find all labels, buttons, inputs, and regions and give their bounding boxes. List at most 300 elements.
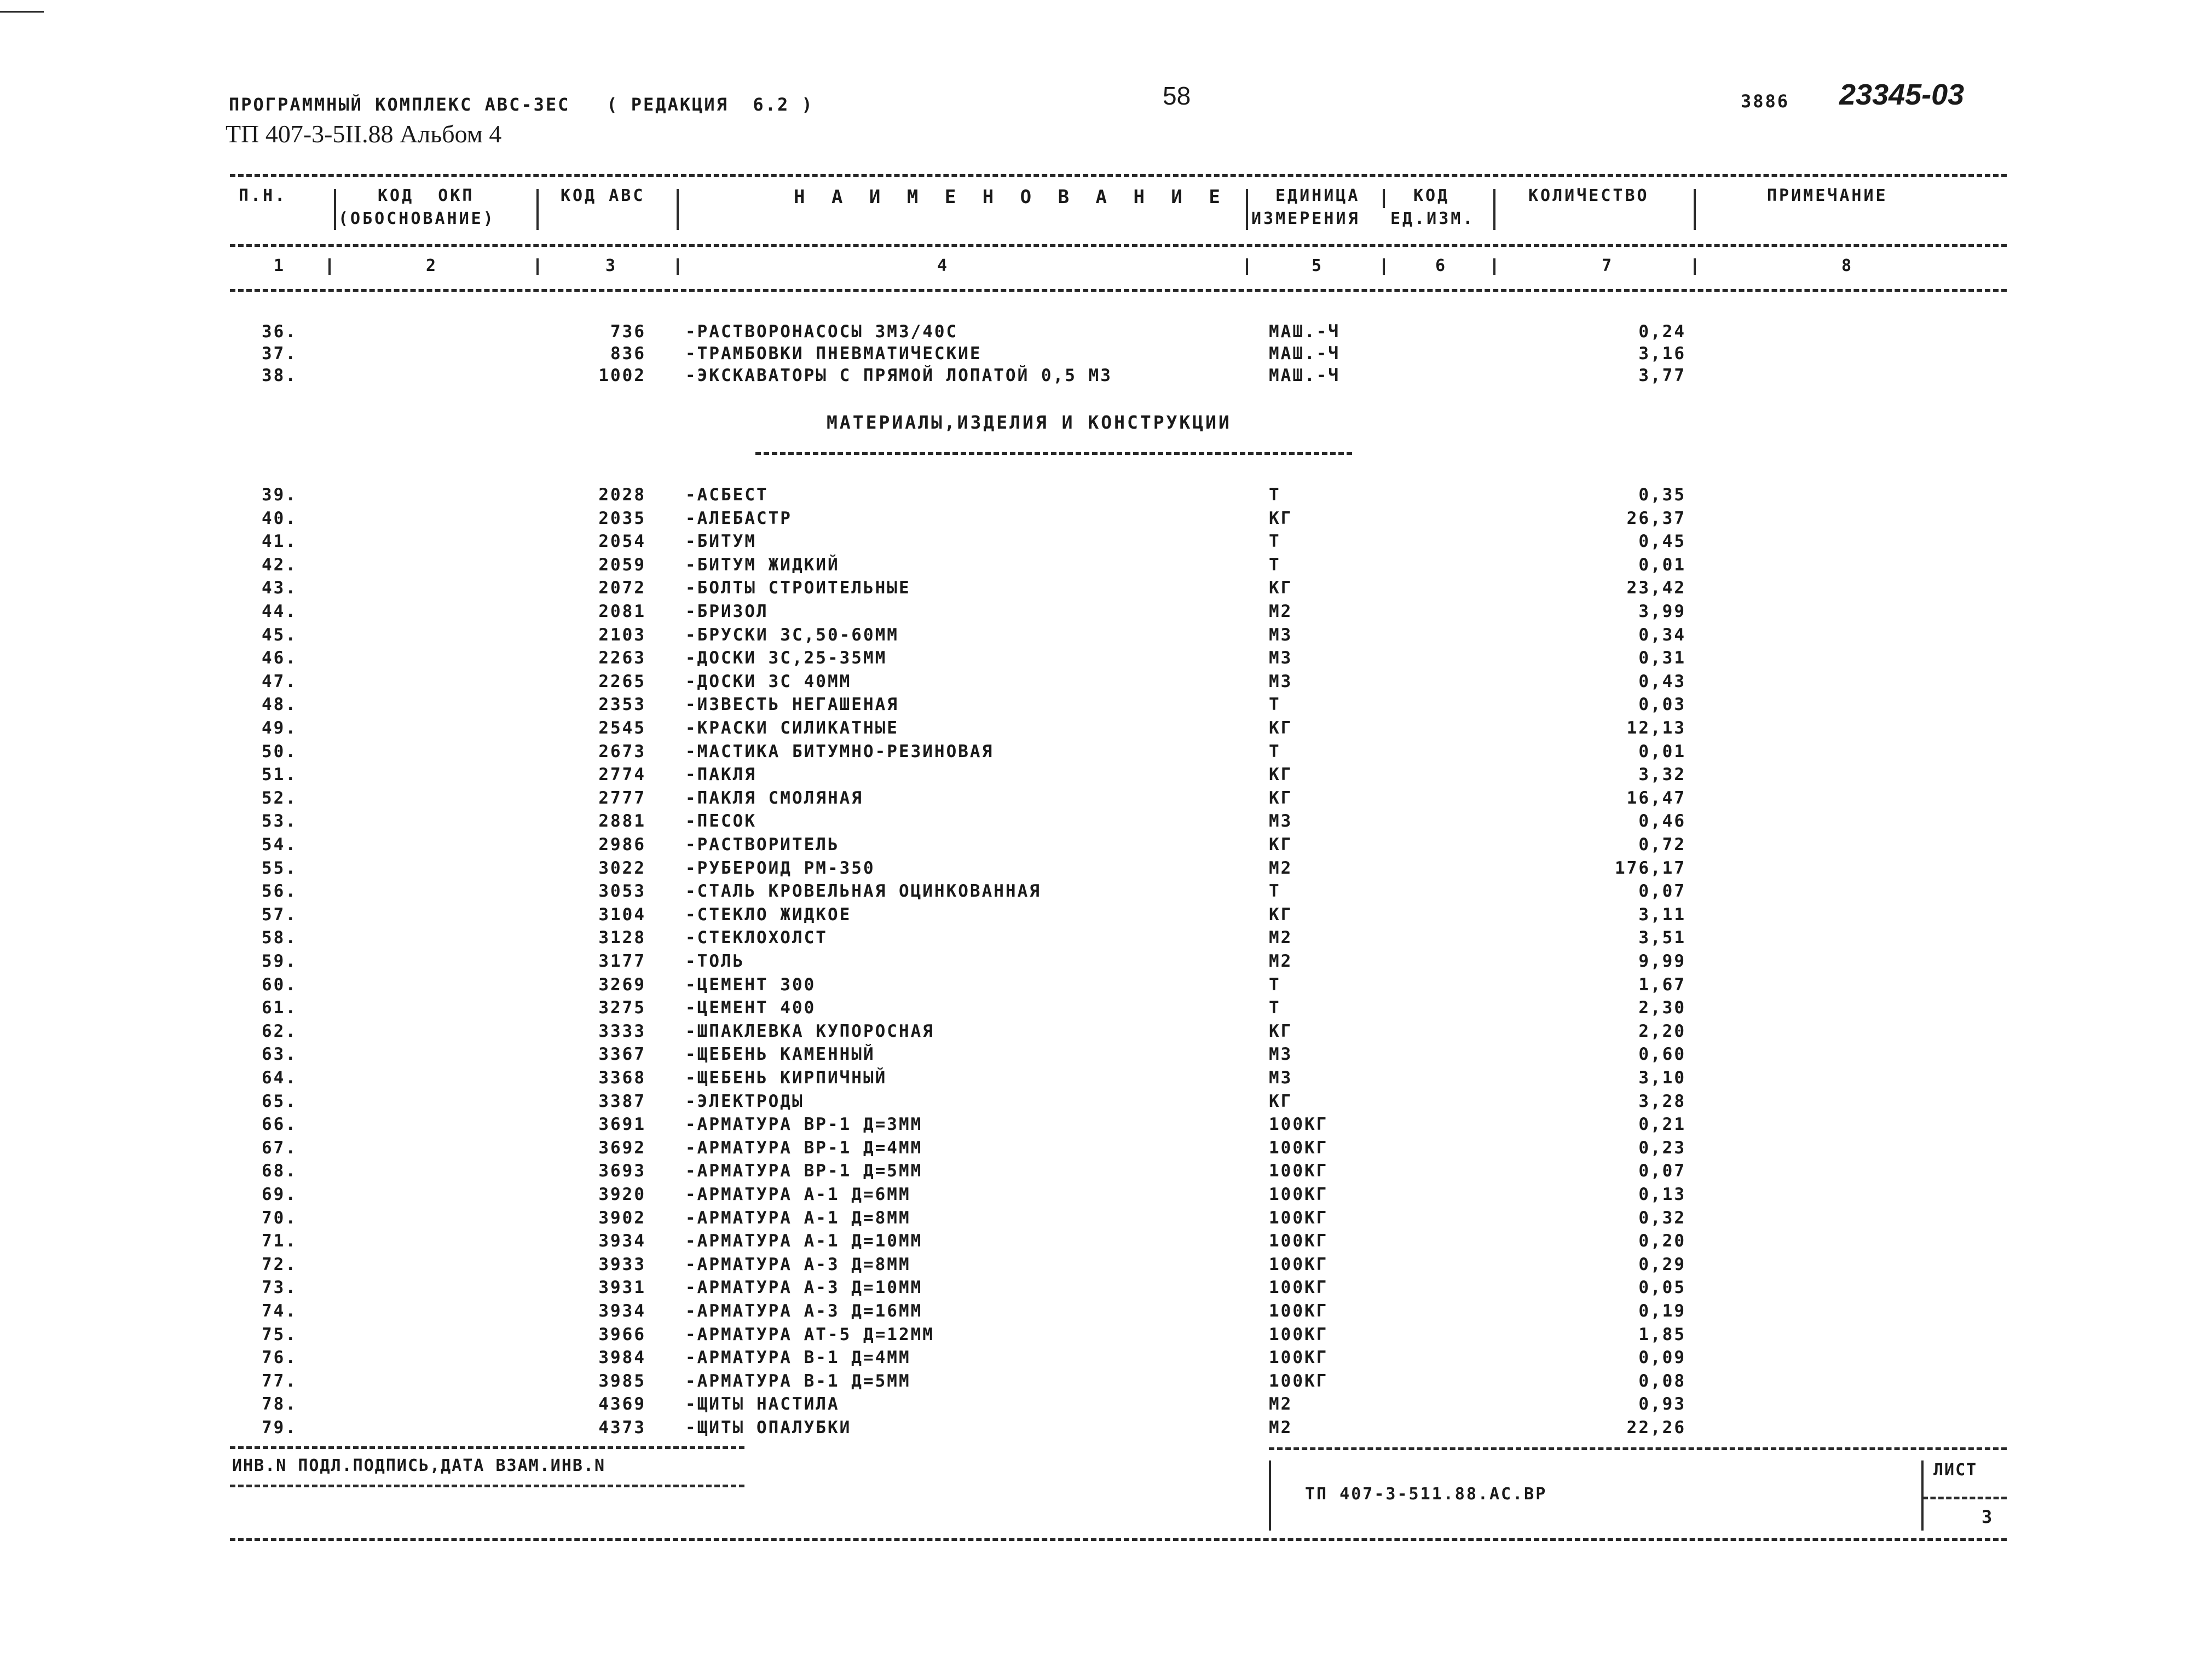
- col-number: 8: [1841, 256, 1854, 275]
- row-abc-code: 3022: [598, 858, 646, 878]
- row-name: -БОЛТЫ СТРОИТЕЛЬНЫЕ: [685, 578, 911, 598]
- row-quantity: 3,51: [1638, 928, 1686, 948]
- row-quantity: 23,42: [1626, 578, 1686, 598]
- table-row: [0, 1301, 2206, 1325]
- row-unit: 100КГ: [1269, 1138, 1329, 1158]
- row-unit: М3: [1269, 1044, 1293, 1065]
- table-row: [0, 1255, 2206, 1278]
- row-quantity: 3,28: [1638, 1091, 1686, 1111]
- col-header-notes: ПРИМЕЧАНИЕ: [1767, 186, 1888, 205]
- row-quantity: 9,99: [1638, 951, 1686, 971]
- header-separator: [1694, 189, 1696, 230]
- designation-box-left: [1269, 1460, 1271, 1531]
- table-row: [0, 625, 2206, 649]
- row-unit: КГ: [1269, 718, 1293, 738]
- table-top-rule: [230, 174, 2007, 177]
- col-header-unit-2: ИЗМЕРЕНИЯ: [1251, 209, 1360, 228]
- row-name: -АРМАТУРА А-1 Д=8ММ: [685, 1208, 911, 1228]
- row-number: 77.: [262, 1371, 297, 1391]
- row-number: 60.: [262, 974, 297, 995]
- row-number: 74.: [262, 1301, 297, 1321]
- row-name: -АЛЕБАСТР: [685, 508, 792, 528]
- row-quantity: 0,24: [1638, 322, 1686, 342]
- footer-rule-left: [230, 1446, 744, 1449]
- row-name: -ПЕСОК: [685, 811, 756, 832]
- table-row: [0, 672, 2206, 695]
- sheet-box-mid: [1922, 1497, 2007, 1499]
- row-name: -ЩЕБЕНЬ КИРПИЧНЫЙ: [685, 1068, 887, 1088]
- row-unit: 100КГ: [1269, 1324, 1329, 1344]
- row-unit: 100КГ: [1269, 1348, 1329, 1368]
- row-unit: 100КГ: [1269, 1208, 1329, 1228]
- row-unit: КГ: [1269, 1091, 1293, 1111]
- footer-rule-right: [1269, 1447, 2007, 1450]
- row-abc-code: 3902: [598, 1208, 646, 1228]
- row-abc-code: 3966: [598, 1324, 646, 1344]
- number-separator: [1383, 258, 1385, 275]
- section-underline: [755, 452, 1352, 455]
- row-quantity: 0,34: [1638, 625, 1686, 645]
- table-row: [0, 1138, 2206, 1162]
- row-unit: 100КГ: [1269, 1115, 1329, 1135]
- doc-code: 3886: [1741, 91, 1790, 112]
- row-number: 63.: [262, 1044, 297, 1065]
- row-abc-code: 3333: [598, 1021, 646, 1041]
- row-unit: КГ: [1269, 835, 1293, 855]
- row-quantity: 0,23: [1638, 1138, 1686, 1158]
- table-row: [0, 532, 2206, 555]
- col-number: 5: [1312, 256, 1324, 275]
- row-unit: Т: [1269, 532, 1281, 552]
- row-name: -АРМАТУРА А-3 Д=10ММ: [685, 1278, 923, 1298]
- row-abc-code: 2035: [598, 508, 646, 528]
- table-row: [0, 366, 2206, 389]
- row-name: -ЩИТЫ ОПАЛУБКИ: [685, 1418, 852, 1437]
- table-row: [0, 1231, 2206, 1255]
- row-abc-code: 3934: [598, 1301, 646, 1321]
- row-quantity: 0,08: [1638, 1371, 1686, 1391]
- number-separator: [328, 258, 331, 275]
- row-name: -КРАСКИ СИЛИКАТНЫЕ: [685, 718, 899, 738]
- row-name: -ДОСКИ 3С 40ММ: [685, 671, 852, 691]
- row-quantity: 16,47: [1626, 788, 1686, 808]
- row-name: -АРМАТУРА ВР-1 Д=5ММ: [685, 1161, 923, 1181]
- row-name: -АРМАТУРА ВР-1 Д=3ММ: [685, 1115, 923, 1135]
- row-quantity: 3,16: [1638, 344, 1686, 363]
- doc-designation: ТП 407-3-511.88.АС.ВР: [1305, 1485, 1547, 1504]
- table-row: [0, 765, 2206, 788]
- row-quantity: 176,17: [1615, 858, 1686, 878]
- row-number: 50.: [262, 741, 297, 761]
- row-abc-code: 3920: [598, 1185, 646, 1204]
- row-name: -БРИЗОЛ: [685, 602, 769, 621]
- col-number: 6: [1435, 256, 1448, 275]
- header-separator: [1493, 189, 1495, 230]
- row-name: -СТАЛЬ КРОВЕЛЬНАЯ ОЦИНКОВАННАЯ: [685, 881, 1041, 902]
- row-number: 64.: [262, 1068, 297, 1088]
- row-quantity: 3,77: [1638, 366, 1686, 385]
- header-separator: [1246, 189, 1248, 230]
- row-unit: Т: [1269, 998, 1281, 1018]
- row-abc-code: 3691: [598, 1115, 646, 1135]
- col-header-pn: П.Н.: [239, 186, 287, 205]
- section-title: МАТЕРИАЛЫ,ИЗДЕЛИЯ И КОНСТРУКЦИИ: [827, 412, 1232, 433]
- col-number: 1: [274, 256, 286, 275]
- table-row: [0, 835, 2206, 858]
- sheet-label: ЛИСТ: [1933, 1460, 1978, 1480]
- row-unit: 100КГ: [1269, 1278, 1329, 1298]
- row-abc-code: 3275: [598, 998, 646, 1018]
- row-name: -ПАКЛЯ: [685, 765, 756, 785]
- table-row: [0, 555, 2206, 579]
- row-number: 59.: [262, 951, 297, 971]
- col-number: 7: [1602, 256, 1614, 275]
- row-quantity: 0,72: [1638, 835, 1686, 855]
- table-row: [0, 742, 2206, 765]
- row-number: 70.: [262, 1208, 297, 1228]
- row-name: -ЭЛЕКТРОДЫ: [685, 1091, 804, 1111]
- row-number: 53.: [262, 811, 297, 832]
- row-quantity: 0,20: [1638, 1231, 1686, 1251]
- row-name: -ЦЕМЕНТ 300: [685, 974, 816, 995]
- row-name: -ТОЛЬ: [685, 951, 745, 971]
- table-row: [0, 975, 2206, 998]
- number-separator: [1246, 258, 1248, 275]
- row-unit: М3: [1269, 625, 1293, 645]
- row-name: -ЭКСКАВАТОРЫ С ПРЯМОЙ ЛОПАТОЙ 0,5 М3: [685, 366, 1112, 385]
- table-row: [0, 858, 2206, 882]
- row-unit: М2: [1269, 858, 1293, 878]
- row-quantity: 3,32: [1638, 765, 1686, 785]
- row-abc-code: 3933: [598, 1254, 646, 1274]
- row-name: -РАСТВОРИТЕЛЬ: [685, 835, 840, 855]
- col-header-okp-basis: (ОБОСНОВАНИЕ): [338, 209, 495, 228]
- table-row: [0, 1348, 2206, 1371]
- row-number: 65.: [262, 1091, 297, 1111]
- row-unit: Т: [1269, 695, 1281, 715]
- row-unit: Т: [1269, 881, 1281, 902]
- row-number: 39.: [262, 485, 297, 505]
- row-unit: М3: [1269, 811, 1293, 832]
- table-row: [0, 1278, 2206, 1301]
- row-unit: 100КГ: [1269, 1185, 1329, 1204]
- table-row: [0, 509, 2206, 532]
- col-header-okp: КОД ОКП: [378, 186, 475, 205]
- row-number: 40.: [262, 508, 297, 528]
- row-unit: КГ: [1269, 578, 1293, 598]
- row-unit: М2: [1269, 951, 1293, 971]
- row-name: -ПАКЛЯ СМОЛЯНАЯ: [685, 788, 863, 808]
- number-separator: [536, 258, 539, 275]
- row-abc-code: 736: [610, 322, 646, 342]
- row-unit: Т: [1269, 974, 1281, 995]
- row-number: 55.: [262, 858, 297, 878]
- row-number: 58.: [262, 928, 297, 948]
- row-quantity: 0,93: [1638, 1394, 1686, 1415]
- row-quantity: 0,07: [1638, 1161, 1686, 1181]
- table-row: [0, 485, 2206, 509]
- row-abc-code: 3934: [598, 1231, 646, 1251]
- table-row: [0, 1115, 2206, 1138]
- row-number: 46.: [262, 648, 297, 668]
- row-abc-code: 3984: [598, 1348, 646, 1368]
- row-unit: М2: [1269, 1418, 1293, 1437]
- table-row: [0, 648, 2206, 672]
- row-quantity: 0,01: [1638, 555, 1686, 575]
- page-number: 58: [1163, 82, 1191, 110]
- row-abc-code: 3931: [598, 1278, 646, 1298]
- row-unit: 100КГ: [1269, 1254, 1329, 1274]
- table-row: [0, 1418, 2206, 1441]
- table-row: [0, 1208, 2206, 1232]
- row-abc-code: 4373: [598, 1418, 646, 1437]
- row-number: 61.: [262, 998, 297, 1018]
- table-row: [0, 1394, 2206, 1418]
- table-row: [0, 1092, 2206, 1115]
- row-unit: КГ: [1269, 788, 1293, 808]
- row-abc-code: 4369: [598, 1394, 646, 1415]
- row-quantity: 0,07: [1638, 881, 1686, 902]
- row-abc-code: 3367: [598, 1044, 646, 1065]
- table-row: [0, 1044, 2206, 1068]
- row-unit: Т: [1269, 555, 1281, 575]
- col-header-qty: КОЛИЧЕСТВО: [1528, 186, 1649, 205]
- row-abc-code: 2028: [598, 485, 646, 505]
- row-abc-code: 2545: [598, 718, 646, 738]
- row-abc-code: 2081: [598, 602, 646, 621]
- row-abc-code: 2263: [598, 648, 646, 668]
- table-row: [0, 344, 2206, 367]
- row-abc-code: 3128: [598, 928, 646, 948]
- row-number: 66.: [262, 1115, 297, 1135]
- row-quantity: 12,13: [1626, 718, 1686, 738]
- col-header-abc: КОД АВС: [561, 186, 645, 205]
- row-name: -МАСТИКА БИТУМНО-РЕЗИНОВАЯ: [685, 741, 994, 761]
- row-number: 45.: [262, 625, 297, 645]
- table-row: [0, 998, 2206, 1021]
- row-abc-code: 2072: [598, 578, 646, 598]
- row-quantity: 0,60: [1638, 1044, 1686, 1065]
- row-number: 48.: [262, 695, 297, 715]
- row-abc-code: 2353: [598, 695, 646, 715]
- row-number: 57.: [262, 904, 297, 925]
- table-row: [0, 1325, 2206, 1348]
- row-name: -БИТУМ ЖИДКИЙ: [685, 555, 840, 575]
- row-unit: М3: [1269, 671, 1293, 691]
- row-quantity: 22,26: [1626, 1418, 1686, 1437]
- row-name: -АРМАТУРА А-3 Д=16ММ: [685, 1301, 923, 1321]
- row-name: -АРМАТУРА В-1 Д=5ММ: [685, 1371, 911, 1391]
- table-row: [0, 928, 2206, 951]
- row-number: 69.: [262, 1185, 297, 1204]
- row-quantity: 1,85: [1638, 1324, 1686, 1344]
- row-number: 44.: [262, 602, 297, 621]
- table-row: [0, 951, 2206, 975]
- row-abc-code: 2265: [598, 671, 646, 691]
- footer-bottom-rule: [230, 1538, 2007, 1541]
- row-name: -ТРАМБОВКИ ПНЕВМАТИЧЕСКИЕ: [685, 344, 982, 363]
- row-abc-code: 2103: [598, 625, 646, 645]
- header-separator: [334, 189, 336, 230]
- row-quantity: 0,32: [1638, 1208, 1686, 1228]
- table-row: [0, 322, 2206, 345]
- row-name: -СТЕКЛО ЖИДКОЕ: [685, 904, 852, 925]
- table-row: [0, 578, 2206, 602]
- row-unit: КГ: [1269, 1021, 1293, 1041]
- row-abc-code: 1002: [598, 366, 646, 385]
- row-abc-code: 2774: [598, 765, 646, 785]
- row-quantity: 0,05: [1638, 1278, 1686, 1298]
- row-abc-code: 2777: [598, 788, 646, 808]
- sheet-number: 3: [1982, 1506, 1993, 1527]
- row-unit: КГ: [1269, 765, 1293, 785]
- row-name: -АРМАТУРА В-1 Д=4ММ: [685, 1348, 911, 1368]
- row-number: 62.: [262, 1021, 297, 1041]
- row-name: -РАСТВОРОНАСОСЫ 3М3/40С: [685, 322, 958, 342]
- footer-rule-mid: [230, 1485, 744, 1487]
- row-quantity: 0,31: [1638, 648, 1686, 668]
- col-header-unit: ЕДИНИЦА: [1275, 186, 1360, 205]
- row-number: 75.: [262, 1324, 297, 1344]
- table-row: [0, 811, 2206, 835]
- number-separator: [677, 258, 679, 275]
- row-unit: 100КГ: [1269, 1161, 1329, 1181]
- table-row: [0, 881, 2206, 905]
- row-quantity: 3,11: [1638, 904, 1686, 925]
- row-quantity: 0,46: [1638, 811, 1686, 832]
- row-number: 41.: [262, 532, 297, 552]
- row-name: -АРМАТУРА ВР-1 Д=4ММ: [685, 1138, 923, 1158]
- stamp-labels: ИНВ.N ПОДЛ.ПОДПИСЬ,ДАТА ВЗАМ.ИНВ.N: [232, 1456, 606, 1475]
- row-number: 76.: [262, 1348, 297, 1368]
- row-number: 67.: [262, 1138, 297, 1158]
- row-number: 71.: [262, 1231, 297, 1251]
- table-row: [0, 1161, 2206, 1185]
- row-number: 79.: [262, 1418, 297, 1437]
- row-unit: 100КГ: [1269, 1301, 1329, 1321]
- sheet-box-left: [1921, 1460, 1924, 1531]
- row-unit: Т: [1269, 741, 1281, 761]
- row-abc-code: 2986: [598, 835, 646, 855]
- row-name: -АРМАТУРА А-1 Д=10ММ: [685, 1231, 923, 1251]
- table-row: [0, 905, 2206, 928]
- row-unit: МАШ.-Ч: [1269, 322, 1340, 342]
- row-name: -БРУСКИ 3С,50-60ММ: [685, 625, 899, 645]
- row-number: 56.: [262, 881, 297, 902]
- row-quantity: 3,10: [1638, 1068, 1686, 1088]
- row-quantity: 2,30: [1638, 998, 1686, 1018]
- row-abc-code: 3693: [598, 1161, 646, 1181]
- header-separator: [536, 189, 539, 230]
- row-name: -РУБЕРОИД РМ-350: [685, 858, 875, 878]
- row-number: 38.: [262, 366, 297, 385]
- row-quantity: 0,03: [1638, 695, 1686, 715]
- row-name: -ЩЕБЕНЬ КАМЕННЫЙ: [685, 1044, 875, 1065]
- col-header-name: Н А И М Е Н О В А Н И Е: [794, 186, 1228, 208]
- row-unit: М2: [1269, 928, 1293, 948]
- row-unit: Т: [1269, 485, 1281, 505]
- row-unit: М2: [1269, 602, 1293, 621]
- row-quantity: 0,01: [1638, 741, 1686, 761]
- row-quantity: 1,67: [1638, 974, 1686, 995]
- row-abc-code: 3368: [598, 1068, 646, 1088]
- row-quantity: 2,20: [1638, 1021, 1686, 1041]
- header-separator: [677, 189, 679, 230]
- col-number: 4: [937, 256, 950, 275]
- row-number: 78.: [262, 1394, 297, 1415]
- row-name: -ИЗВЕСТЬ НЕГАШЕНАЯ: [685, 695, 899, 715]
- program-line: ПРОГРАММНЫЙ КОМПЛЕКС АВС-ЗЕС ( РЕДАКЦИЯ 6.2 ): [229, 94, 814, 115]
- row-abc-code: 3985: [598, 1371, 646, 1391]
- header-rule: [230, 244, 2007, 247]
- subheader-rule: [230, 289, 2007, 292]
- row-number: 47.: [262, 671, 297, 691]
- row-name: -БИТУМ: [685, 532, 756, 552]
- row-number: 54.: [262, 835, 297, 855]
- row-unit: М3: [1269, 1068, 1293, 1088]
- row-number: 51.: [262, 765, 297, 785]
- row-number: 72.: [262, 1254, 297, 1274]
- col-number: 3: [605, 256, 618, 275]
- table-row: [0, 1068, 2206, 1092]
- row-number: 37.: [262, 344, 297, 363]
- corner-mark: [0, 11, 44, 13]
- row-quantity: 0,45: [1638, 532, 1686, 552]
- row-quantity: 0,21: [1638, 1115, 1686, 1135]
- row-unit: М2: [1269, 1394, 1293, 1415]
- row-unit: 100КГ: [1269, 1231, 1329, 1251]
- number-separator: [1694, 258, 1696, 275]
- row-unit: М3: [1269, 648, 1293, 668]
- row-number: 36.: [262, 322, 297, 342]
- row-abc-code: 3387: [598, 1091, 646, 1111]
- col-header-unit-code-2: ЕД.ИЗМ.: [1390, 209, 1475, 228]
- row-name: -АРМАТУРА А-3 Д=8ММ: [685, 1254, 911, 1274]
- row-abc-code: 2059: [598, 555, 646, 575]
- table-row: [0, 1371, 2206, 1395]
- row-unit: МАШ.-Ч: [1269, 366, 1340, 385]
- row-number: 73.: [262, 1278, 297, 1298]
- number-separator: [1493, 258, 1495, 275]
- row-unit: МАШ.-Ч: [1269, 344, 1340, 363]
- row-quantity: 0,43: [1638, 671, 1686, 691]
- row-quantity: 3,99: [1638, 602, 1686, 621]
- header-separator: [1383, 189, 1385, 208]
- row-unit: КГ: [1269, 508, 1293, 528]
- row-abc-code: 3177: [598, 951, 646, 971]
- col-number: 2: [426, 256, 438, 275]
- row-abc-code: 3269: [598, 974, 646, 995]
- row-quantity: 0,35: [1638, 485, 1686, 505]
- table-row: [0, 788, 2206, 812]
- row-abc-code: 2673: [598, 741, 646, 761]
- row-quantity: 26,37: [1626, 508, 1686, 528]
- row-number: 43.: [262, 578, 297, 598]
- row-quantity: 0,19: [1638, 1301, 1686, 1321]
- row-number: 52.: [262, 788, 297, 808]
- row-abc-code: 2054: [598, 532, 646, 552]
- row-quantity: 0,13: [1638, 1185, 1686, 1204]
- row-number: 42.: [262, 555, 297, 575]
- table-row: [0, 602, 2206, 625]
- row-name: -ЦЕМЕНТ 400: [685, 998, 816, 1018]
- handwritten-number: 23345-03: [1839, 78, 1965, 111]
- row-name: -ЩИТЫ НАСТИЛА: [685, 1394, 840, 1415]
- row-quantity: 0,29: [1638, 1254, 1686, 1274]
- row-unit: 100КГ: [1269, 1371, 1329, 1391]
- row-number: 68.: [262, 1161, 297, 1181]
- row-abc-code: 3104: [598, 904, 646, 925]
